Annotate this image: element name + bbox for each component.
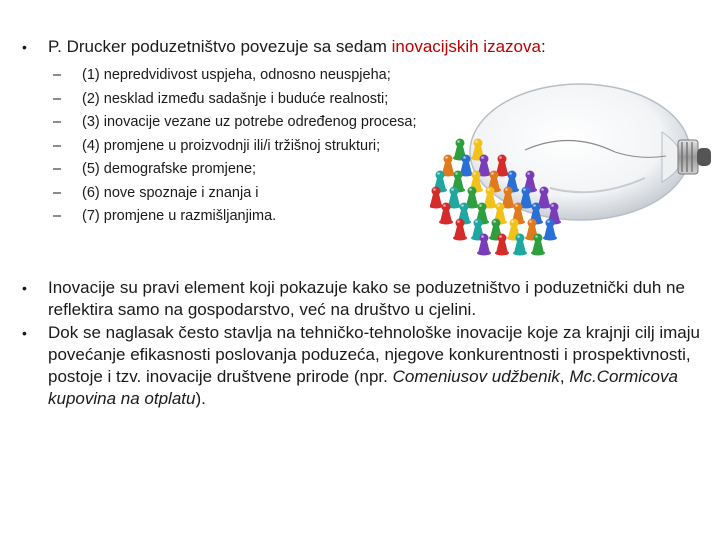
list-item-text: (3) inovacije vezane uz potrebe određenog procesa; [82, 114, 417, 130]
bullet3-text-after: ). [195, 389, 206, 408]
bullet1-colon: : [540, 37, 546, 56]
list-item-text: (5) demografske promjene; [82, 161, 257, 177]
bullet-marker: • [22, 325, 27, 341]
dash-marker: – [53, 67, 62, 83]
dash-marker: – [53, 184, 62, 201]
list-item-text: (2) nesklad između sadašnje i buduće realnosti; [82, 90, 389, 107]
bullet-marker: • [22, 39, 27, 55]
dash-marker: – [53, 161, 62, 177]
list-item-text: (7) promjene u razmišljanjima. [82, 208, 277, 224]
list-item [53, 136, 493, 160]
bullet3-text-before: Dok se naglasak često stavlja na tehničko-tehnološke inovacije koje za krajnji cilj imaju povećanje efikasnosti poslovanja poduzeća, njegove konkurentnosti i prospektivnosti, postoje i tzv. inovacije društvene prirode (npr. [48, 323, 700, 386]
innovation-challenges-highlight: inovacijskih izazova [391, 37, 541, 56]
list-item [53, 183, 493, 207]
bullet-text [48, 36, 546, 58]
bullet2-text: Inovacije su pravi element koji pokazuje kako se poduzetništvo i poduzetnički duh ne reflektira samo na gospodarstvo, već na društvo u cjelini. [48, 278, 685, 319]
example-comenius: Comeniusov udžbenik [392, 367, 560, 386]
list-item [53, 112, 493, 136]
list-item [53, 159, 493, 183]
dash-marker: – [53, 137, 62, 154]
list-item [53, 65, 493, 89]
list-item [53, 89, 493, 113]
list-item-text: (6) nove spoznaje i znanja i [82, 184, 259, 201]
list-item-text: (4) promjene u proizvodnji ili/i tržišnoj strukturi; [82, 137, 381, 154]
dash-marker: – [53, 114, 62, 130]
bullet3-text [48, 322, 708, 410]
dash-marker: – [53, 90, 62, 107]
bullet-marker: • [22, 280, 27, 296]
dash-marker: – [53, 208, 62, 224]
example-mccormick: Mc.Cormicova kupovina na otplatu [48, 367, 678, 408]
bullet3-separator: , [559, 367, 570, 386]
list-item-text: (1) nepredvidivost uspjeha, odnosno neuspjeha; [82, 67, 391, 83]
challenges-list [53, 65, 493, 230]
bullet1-text: P. Drucker poduzetništvo povezuje sa sedam [48, 37, 392, 56]
list-item [53, 206, 493, 230]
lightbulb-game-pieces-illustration [430, 70, 720, 265]
